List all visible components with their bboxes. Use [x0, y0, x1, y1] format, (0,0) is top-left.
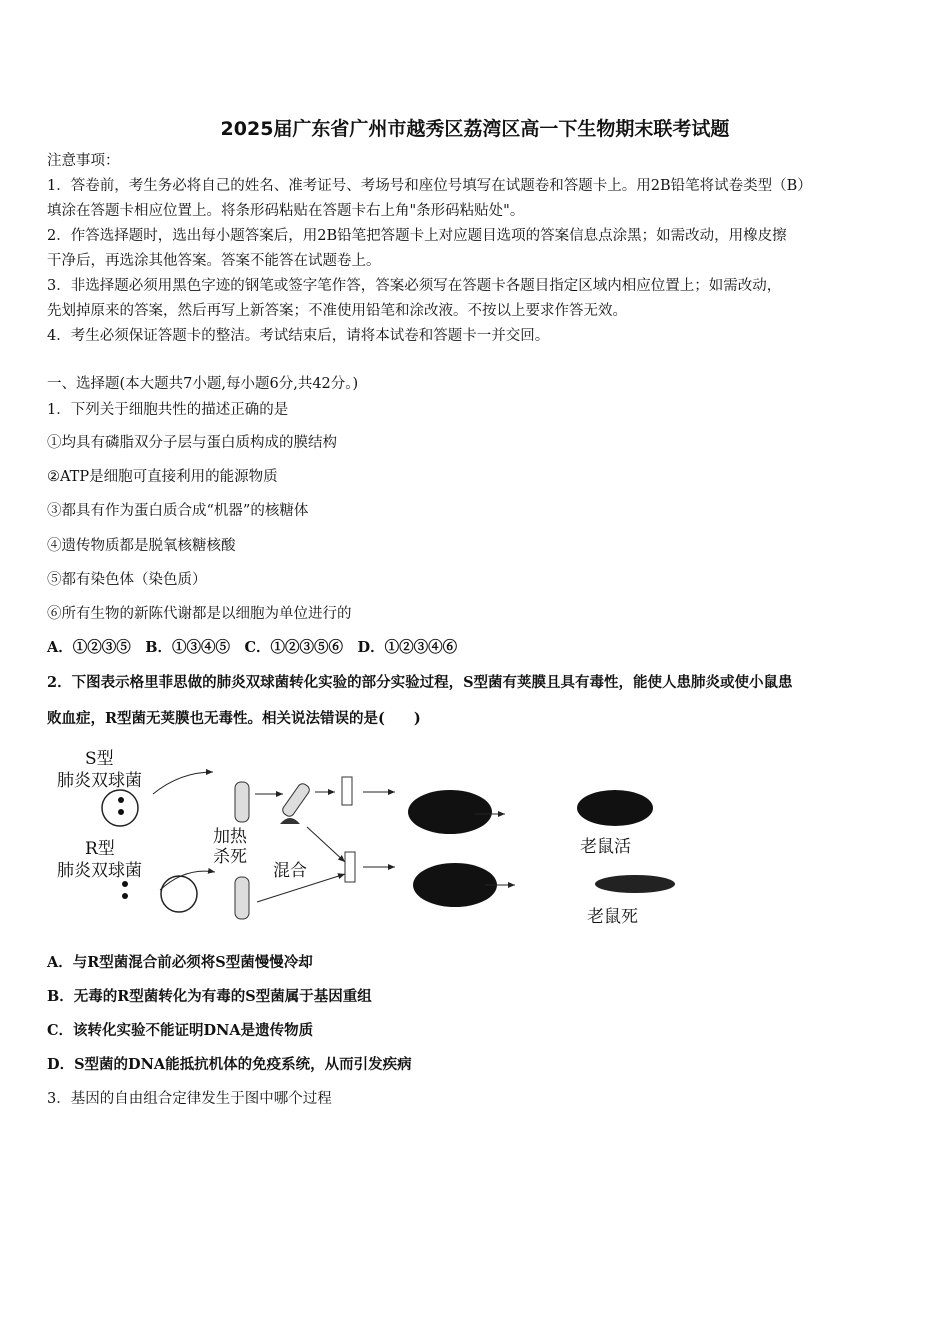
alive-label: 老鼠活: [580, 837, 631, 857]
mouse-icon: [408, 790, 492, 834]
q1-stem: 1．下列关于细胞共性的描述正确的是: [47, 402, 289, 418]
notice-line: 2．作答选择题时，选出每小题答案后，用2B铅笔把答题卡上对应题目选项的答案信息点涂黑；如需改动，用橡皮擦: [47, 228, 787, 244]
test-tube-icon: [235, 782, 249, 822]
mouse-icon: [413, 863, 497, 907]
griffith-experiment-figure: [45, 742, 725, 927]
q1-options: A．①②③⑤ B．①③④⑤ C．①②③⑤⑥ D．①②③④⑥: [47, 639, 458, 656]
q1-statement: ⑤都有染色体（染色质）: [47, 572, 207, 588]
notice-line: 4．考生必须保证答题卡的整洁。考试结束后，请将本试卷和答题卡一并交回。: [47, 328, 550, 344]
dead-label: 老鼠死: [587, 907, 638, 927]
heat-killed-bacteria-icon: [280, 818, 300, 824]
notice-line: 先划掉原来的答案，然后再写上新答案；不准使用铅笔和涂改液。不按以上要求作答无效。: [47, 303, 627, 319]
q3-stem: 3．基因的自由组合定律发生于图中哪个过程: [47, 1091, 332, 1107]
test-tube-icon: [281, 782, 311, 818]
q2-stem: 败血症，R型菌无荚膜也无毒性。相关说法错误的是( ): [47, 710, 421, 727]
mouse-alive-icon: [577, 790, 653, 826]
syringe-icon: [342, 777, 352, 805]
q2-option-c: C．该转化实验不能证明DNA是遗传物质: [47, 1022, 314, 1039]
heat-label: 加热: [213, 827, 247, 847]
q2-stem: 2．下图表示格里菲思做的肺炎双球菌转化实验的部分实验过程，S型菌有荚膜且具有毒性，能使人患肺炎或使小鼠患: [47, 674, 793, 691]
s-name-label: 肺炎双球菌: [57, 771, 142, 791]
q1-statement: ④遗传物质都是脱氧核糖核酸: [47, 538, 236, 554]
mix-label: 混合: [273, 861, 307, 881]
q2-option-d: D．S型菌的DNA能抵抗机体的免疫系统，从而引发疾病: [47, 1056, 412, 1073]
syringe-icon: [345, 852, 355, 882]
q1-statement: ②ATP是细胞可直接利用的能源物质: [47, 469, 278, 485]
q1-statement: ⑥所有生物的新陈代谢都是以细胞为单位进行的: [47, 606, 352, 622]
notice-line: 1．答卷前，考生务必将自己的姓名、准考证号、考场号和座位号填写在试题卷和答题卡上。用2B铅笔将试卷类型（B）: [47, 178, 812, 194]
mouse-dead-icon: [595, 875, 675, 893]
q2-option-b: B．无毒的R型菌转化为有毒的S型菌属于基因重组: [47, 988, 372, 1005]
test-tube-icon: [235, 877, 249, 919]
q1-statement: ①均具有磷脂双分子层与蛋白质构成的膜结构: [47, 435, 337, 451]
r-bacteria-dish: [161, 876, 197, 912]
notice-line: 干净后，再选涂其他答案。答案不能答在试题卷上。: [47, 253, 381, 269]
r-name-label: 肺炎双球菌: [57, 861, 142, 881]
r-type-label: R型: [85, 839, 115, 859]
kill-label: 杀死: [213, 847, 247, 867]
notice-line: 3．非选择题必须用黑色字迹的钢笔或签字笔作答，答案必须写在答题卡各题目指定区域内相应位置上；如需改动，: [47, 278, 782, 294]
notice-heading: 注意事项：: [47, 153, 120, 169]
page-title: 2025届广东省广州市越秀区荔湾区高一下生物期末联考试题: [220, 118, 730, 140]
section-heading: 一、选择题(本大题共7小题,每小题6分,共42分。): [47, 376, 359, 392]
s-type-label: S型: [85, 749, 114, 769]
q2-option-a: A．与R型菌混合前必须将S型菌慢慢冷却: [47, 954, 313, 971]
s-bacteria-dish: [102, 790, 138, 826]
q1-statement: ③都具有作为蛋白质合成“机器”的核糖体: [47, 503, 309, 519]
notice-line: 填涂在答题卡相应位置上。将条形码粘贴在答题卡右上角"条形码粘贴处"。: [47, 203, 525, 219]
